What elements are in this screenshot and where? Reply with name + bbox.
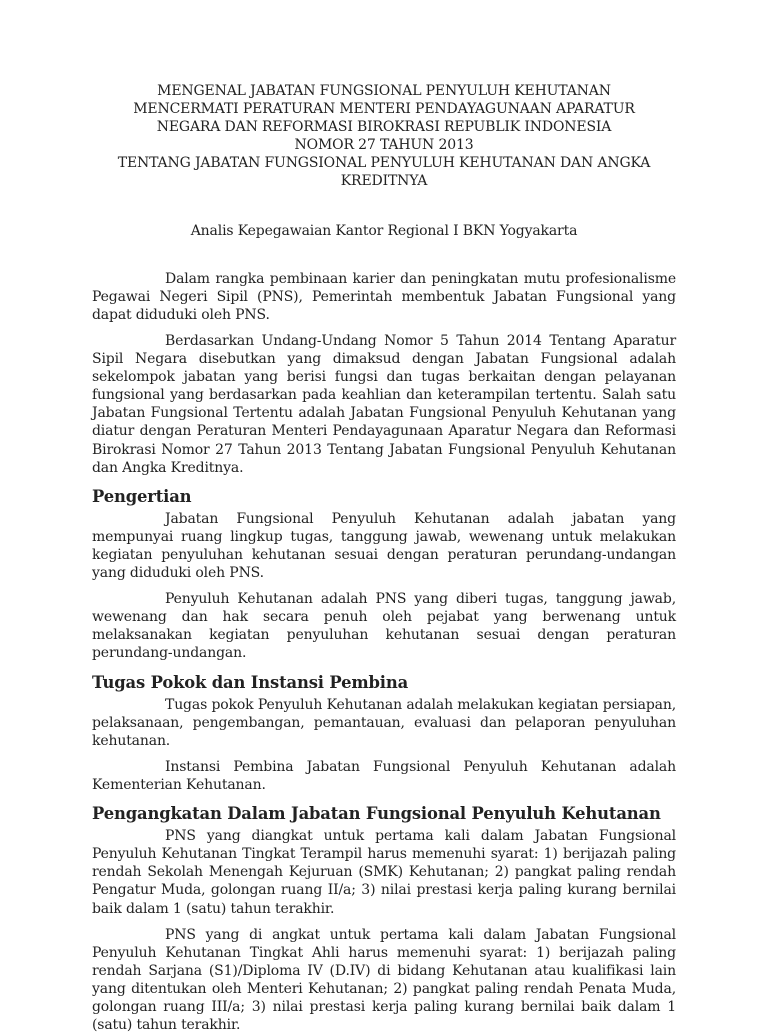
section-heading-pengertian: Pengertian [92,486,192,506]
body-paragraph: Instansi Pembina Jabatan Fungsional Penyuluh Kehutanan adalah Kementerian Kehutanan. [92,758,676,793]
body-paragraph: Penyuluh Kehutanan adalah PNS yang diberi tugas, tanggung jawab, wewenang dan hak secara penuh oleh pejabat yang berwenang untuk melaksanakan kegiatan penyuluhan kehutanan sesuai dengan peraturan perundang-undangan. [92,591,676,662]
document-title [92,82,676,191]
title-line: MENGENAL JABATAN FUNGSIONAL PENYULUH KEHUTANAN [157,83,611,99]
section-heading-pengangkatan: Pengangkatan Dalam Jabatan Fungsional Penyuluh Kehutanan [92,804,661,824]
title-line: MENCERMATI PERATURAN MENTERI PENDAYAGUNAAN APARATUR [133,101,635,118]
section-heading-tugas-pokok: Tugas Pokok dan Instansi Pembina [92,672,409,692]
title-line: NOMOR 27 TAHUN 2013 [294,137,474,154]
body-paragraph: PNS yang diangkat untuk pertama kali dalam Jabatan Fungsional Penyuluh Kehutanan Tingkat Terampil harus memenuhi syarat: 1) berijazah paling rendah Sekolah Menengah Kejuruan (SMK) Kehutanan; 2) pangkat paling rendah Pengatur Muda, golongan ruang II/a; 3) nilai prestasi kerja paling kurang bernilai baik dalam 1 (satu) tahun terakhir. [92,828,676,917]
document-page [92,82,676,1034]
author-line: Analis Kepegawaian Kantor Regional I BKN Yogyakarta [190,222,578,239]
body-paragraph: Jabatan Fungsional Penyuluh Kehutanan adalah jabatan yang mempunyai ruang lingkup tugas, tanggung jawab, wewenang untuk melakukan kegiatan penyuluhan kehutanan sesuai dengan peraturan perundang-undangan yang diduduki oleh PNS. [92,510,676,582]
title-line: TENTANG JABATAN FUNGSIONAL PENYULUH KEHUTANAN DAN ANGKA KREDITNYA [117,155,651,190]
body-paragraph: PNS yang di angkat untuk pertama kali dalam Jabatan Fungsional Penyuluh Kehutanan Tingkat Ahli harus memenuhi syarat: 1) berijazah paling rendah Sarjana (S1)/Diploma IV (D.IV) di bidang Kehutanan atau kualifikasi lain yang ditentukan oleh Menteri Kehutanan; 2) pangkat paling rendah Penata Muda, golongan ruang III/a; 3) nilai prestasi kerja paling kurang bernilai baik dalam 1 (satu) tahun terakhir. [92,926,676,1034]
intro-paragraph: Berdasarkan Undang-Undang Nomor 5 Tahun 2014 Tentang Aparatur Sipil Negara disebutkan yang dimaksud dengan Jabatan Fungsional adalah sekelompok jabatan yang berisi fungsi dan tugas berkaitan dengan pelayanan fungsional yang berdasarkan pada keahlian dan keterampilan tertentu. Salah satu Jabatan Fungsional Tertentu adalah Jabatan Fungsional Penyuluh Kehutanan yang diatur dengan Peraturan Menteri Pendayagunaan Aparatur Negara dan Reformasi Birokrasi Nomor 27 Tahun 2013 Tentang Jabatan Fungsional Penyuluh Kehutanan dan Angka Kreditnya. [92,332,676,476]
intro-paragraph: Dalam rangka pembinaan karier dan peningkatan mutu profesionalisme Pegawai Negeri Sipil (PNS), Pemerintah membentuk Jabatan Fungsional yang dapat diduduki oleh PNS. [92,270,676,323]
body-paragraph: Tugas pokok Penyuluh Kehutanan adalah melakukan kegiatan persiapan, pelaksanaan, pengembangan, pemantauan, evaluasi dan pelaporan penyuluhan kehutanan. [92,696,676,749]
title-line: NEGARA DAN REFORMASI BIROKRASI REPUBLIK INDONESIA [156,119,612,136]
